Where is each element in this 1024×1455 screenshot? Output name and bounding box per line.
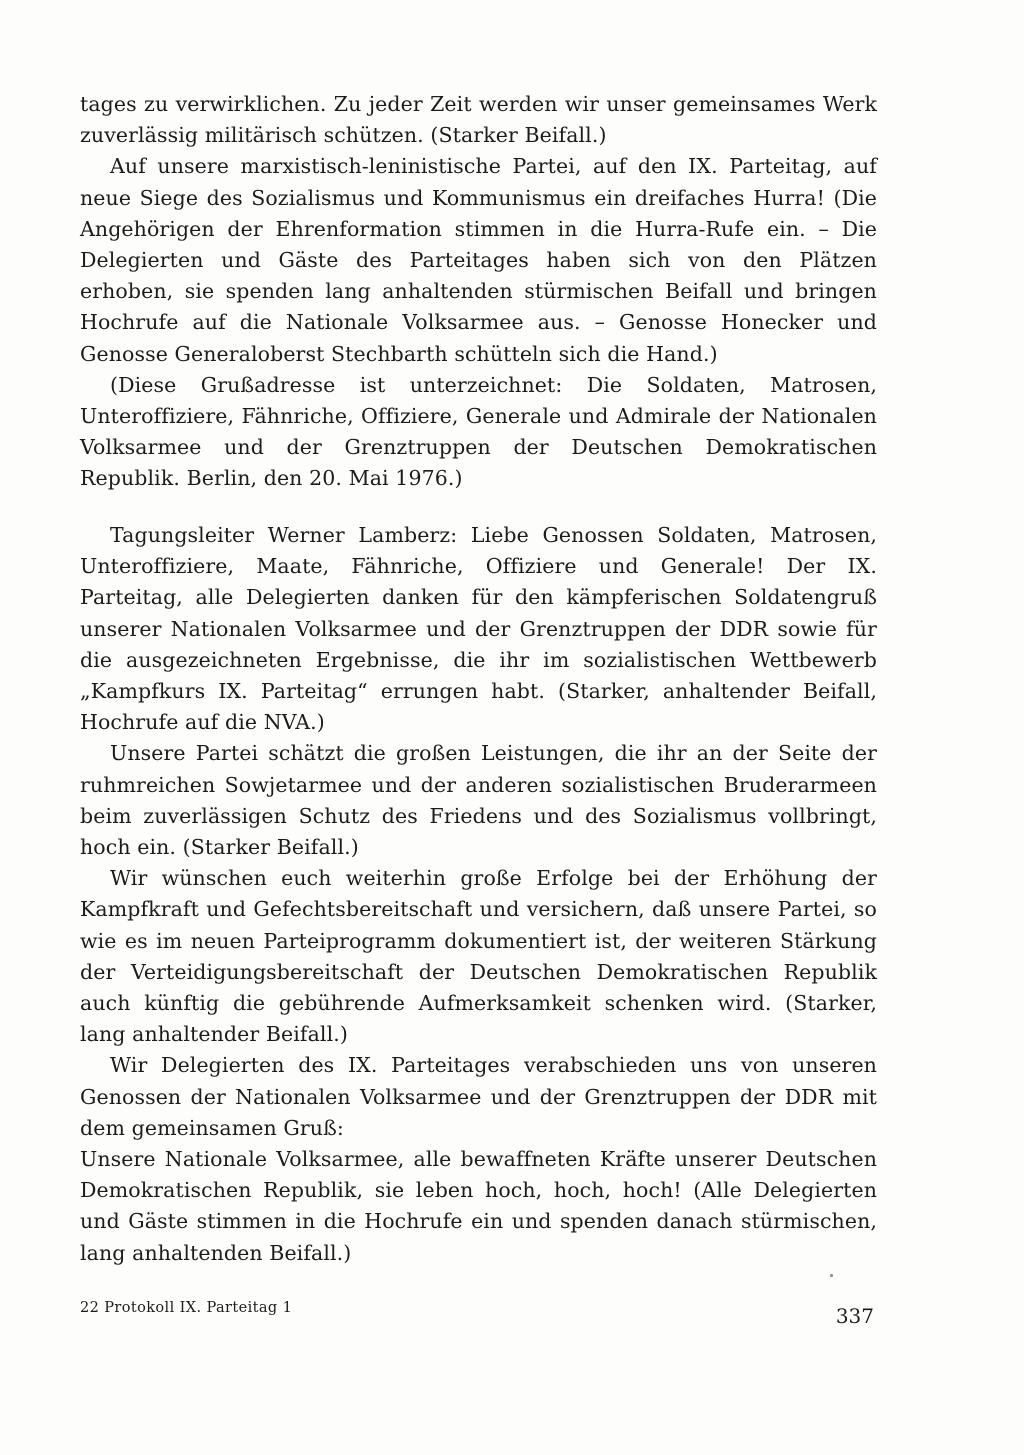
footer-signature: 22 Protokoll IX. Parteitag 1 <box>80 1300 293 1316</box>
speaker-name: Tagungsleiter Werner Lamberz: <box>110 523 458 547</box>
paragraph-cheer: Unsere Nationale Volksarmee, alle bewaffneten Kräfte unserer Deutschen Demokratischen Republik, sie leben hoch, hoch, hoch! (Alle Delegierten und Gäste stimmen in die Hochrufe ein und spenden danach stürmischen, lang anhaltenden Beifall.) <box>80 1147 877 1265</box>
paragraph-wishes: Wir wünschen euch weiterhin große Erfolge bei der Erhöhung der Kampfkraft und Gefechtsbereitschaft und versichern, daß unsere Partei, so wie es im neuen Parteiprogramm dokumentiert ist, der weiteren Stärkung der Verteidigungsbereitschaft der Deutschen Demokratischen Republik auch künftig die gebührende Aufmerksamkeit schenken wird. (Starker, lang anhaltender Beifall.) <box>80 866 877 1047</box>
paragraph-signature-note: (Diese Grußadresse ist unterzeichnet: Die Soldaten, Matrosen, Unteroffiziere, Fähnriche, Offiziere, Generale und Admirale der Nationalen Volksarmee und der Grenztruppen der Deutschen Demokratischen Republik. Berlin, den 20. Mai 1976.) <box>80 372 877 491</box>
chairman-response-section <box>80 520 877 1269</box>
paragraph-speaker-opening <box>80 520 877 738</box>
greeting-address-section <box>80 89 877 495</box>
paragraph-party-appreciation: Unsere Partei schätzt die großen Leistungen, die ihr an der Seite der ruhmreichen Sowjetarmee und der anderen sozialistischen Bruderarmeen beim zuverlässigen Schutz des Friedens und des Sozialismus vollbringt, hoch ein. (Starker Beifall.) <box>80 741 877 860</box>
page-number: 337 <box>835 1304 874 1328</box>
print-speck <box>830 1274 833 1277</box>
paragraph-farewell: Wir Delegierten des IX. Parteitages verabschieden uns von unseren Genossen der Nationalen Volksarmee und der Grenztruppen der DDR mit dem gemeinsamen Gruß: <box>80 1053 877 1140</box>
paragraph-continuation: tages zu verwirklichen. Zu jeder Zeit werden wir unser gemeinsames Werk zuverlässig militärisch schützen. (Starker Beifall.) <box>80 92 877 148</box>
paragraph-hurra: Auf unsere marxistisch-leninistische Partei, auf den IX. Parteitag, auf neue Siege des Sozialismus und Kommunismus ein dreifaches Hurra! (Die Angehörigen der Ehrenformation stimmen in die Hurra-Rufe ein. – Die Delegierten und Gäste des Parteitages haben sich von den Plätzen erhoben, sie spenden lang anhaltenden stürmischen Beifall und bringen Hochrufe auf die Nationale Volksarmee aus. – Genosse Honecker und Genosse Generaloberst Stechbarth schütteln sich die Hand.) <box>80 154 877 366</box>
speaker-text: Liebe Genossen Soldaten, Matrosen, Unteroffiziere, Maate, Fähnriche, Offiziere und Generale! Der IX. Parteitag, alle Delegierten danken für den kämpferischen Soldatengruß unserer Nationalen Volksarmee und der Grenztruppen der DDR sowie für die ausgezeichneten Ergebnisse, die ihr im sozialistischen Wettbewerb „Kampfkurs IX. Parteitag“ errungen habt. (Starker, anhaltender Beifall, Hochrufe auf die NVA.) <box>80 523 877 735</box>
